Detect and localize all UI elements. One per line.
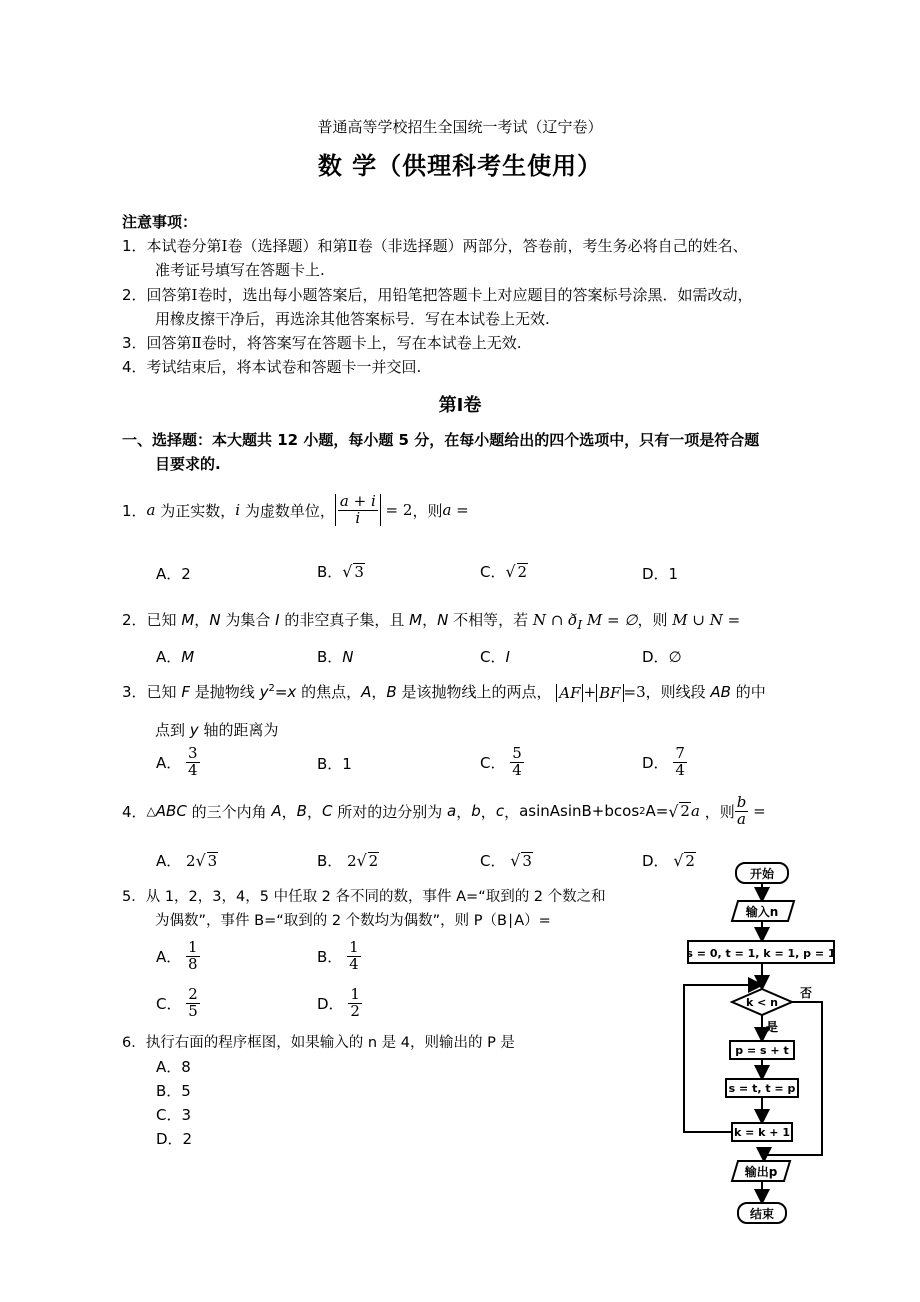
- note-item-cont: 用橡皮擦干净后，再选涂其他答案标号．写在本试卷上无效.: [155, 310, 550, 328]
- part-heading: 一、选择题：本大题共 12 小题，每小题 5 分，在每小题给出的四个选项中，只有一项是符合题: [122, 431, 760, 449]
- question-3: 3．已知 F 是抛物线 $y^2=x$ 的焦点，A，B 是该抛物线上的两点， AF + BF =3，则线段 AB 的中: [122, 683, 766, 702]
- abs-value-expr: $\frac{a + i}{i}$: [335, 494, 381, 527]
- part-heading-cont: 目要求的.: [155, 455, 221, 473]
- fc-cond-label: k < n: [745, 996, 779, 1009]
- fc-init-label: s = 0, t = 1, k = 1, p = 1: [686, 947, 836, 960]
- question-5: 5．从 1，2，3，4，5 中任取 2 各不同的数，事件 A=“取到的 2 个数之和: [122, 889, 606, 905]
- q4-option-b[interactable]: B． 2√ 2: [317, 851, 379, 870]
- fc-yes-label: 是: [766, 1020, 779, 1034]
- q6-option-a[interactable]: A．8: [156, 1058, 191, 1076]
- q5-option-d[interactable]: D． $\frac{1}{2}$: [317, 984, 360, 1020]
- flowchart: [670, 855, 840, 1235]
- q6-option-b[interactable]: B．5: [156, 1082, 191, 1100]
- note-item-cont: 准考证号填写在答题卡上.: [155, 261, 325, 279]
- q2-option-b[interactable]: B．N: [317, 648, 354, 666]
- q1-option-d[interactable]: D．1: [642, 565, 679, 583]
- q3-option-b[interactable]: B．1: [317, 755, 352, 773]
- q6-option-d[interactable]: D．2: [156, 1130, 193, 1148]
- question-5-cont: 为偶数”，事件 B=“取到的 2 个数均为偶数”，则 P（B∣A）=: [155, 913, 551, 929]
- q3-option-a[interactable]: A． $\frac{3}{4}$: [156, 743, 198, 779]
- q3-option-c[interactable]: C． $\frac{5}{4}$: [480, 743, 522, 779]
- question-4: 4． △ ABC 的三个内角 A ， B ， C 所对的边分别为 a ， b ， c ， asinAsinB+bcos 2 A= √ 2 a ，则 $\frac{b}{a}$ =: [122, 792, 766, 828]
- fc-start-label: 开始: [749, 867, 775, 881]
- q1-option-c[interactable]: C．√ 2: [480, 562, 528, 581]
- q4-option-a[interactable]: A． 2√ 3: [156, 851, 218, 870]
- fc-step1-label: p = s + t: [735, 1044, 789, 1057]
- note-item: 3．回答第Ⅱ卷时，将答案写在答题卡上，写在本试卷上无效.: [122, 334, 522, 352]
- question-2: 2．已知 M，N 为集合 I 的非空真子集，且 M，N 不相等，若 N ∩ $ð_I$ M = ∅，则 M ∪ N =: [122, 611, 741, 632]
- q6-option-c[interactable]: C．3: [156, 1106, 192, 1124]
- fc-input-label: 输入n: [745, 905, 779, 919]
- fc-step2-label: s = t, t = p: [728, 1082, 796, 1095]
- q2-option-c[interactable]: C．I: [480, 648, 510, 666]
- subject-title: 数 学（供理科考生使用）: [317, 152, 603, 180]
- q1-option-a[interactable]: A．2: [156, 565, 191, 583]
- question-1: 1． a 为正实数， i 为虚数单位， $\frac{a + i}{i}$ = 2 ，则 a =: [122, 491, 469, 527]
- notes-heading: 注意事项：: [122, 213, 198, 231]
- note-item: 4．考试结束后，将本试卷和答题卡一并交回.: [122, 358, 422, 376]
- q3-option-d[interactable]: D． $\frac{7}{4}$: [642, 743, 685, 779]
- question-6: 6．执行右面的程序框图，如果输入的 n 是 4，则输出的 P 是: [122, 1035, 515, 1051]
- q5-option-b[interactable]: B． $\frac{1}{4}$: [317, 937, 359, 973]
- q2-option-a[interactable]: A．M: [156, 648, 195, 666]
- note-item: 1．本试卷分第Ⅰ卷（选择题）和第Ⅱ卷（非选择题）两部分，答卷前，考生务必将自己的姓名、: [122, 237, 748, 255]
- fc-end-label: 结束: [749, 1207, 775, 1221]
- q4-option-d[interactable]: D． √ 2: [642, 851, 695, 870]
- section-title: 第Ⅰ卷: [438, 395, 482, 416]
- question-3-cont: 点到 y 轴的距离为: [155, 721, 279, 739]
- note-item: 2．回答第Ⅰ卷时，选出每小题答案后，用铅笔把答题卡上对应题目的答案标号涂黑．如需改动，: [122, 286, 753, 304]
- q4-option-c[interactable]: C． √ 3: [480, 851, 532, 870]
- exam-title: 普通高等学校招生全国统一考试（辽宁卷）: [317, 118, 603, 136]
- q5-option-c[interactable]: C． $\frac{2}{5}$: [156, 984, 198, 1020]
- q2-option-d[interactable]: D．∅: [642, 648, 682, 666]
- q5-option-a[interactable]: A． $\frac{1}{8}$: [156, 937, 198, 973]
- fc-output-label: 输出p: [744, 1165, 778, 1179]
- q1-option-b[interactable]: B．√ 3: [317, 562, 364, 581]
- fc-step3-label: k = k + 1: [733, 1126, 791, 1139]
- fc-no-label: 否: [800, 986, 813, 1000]
